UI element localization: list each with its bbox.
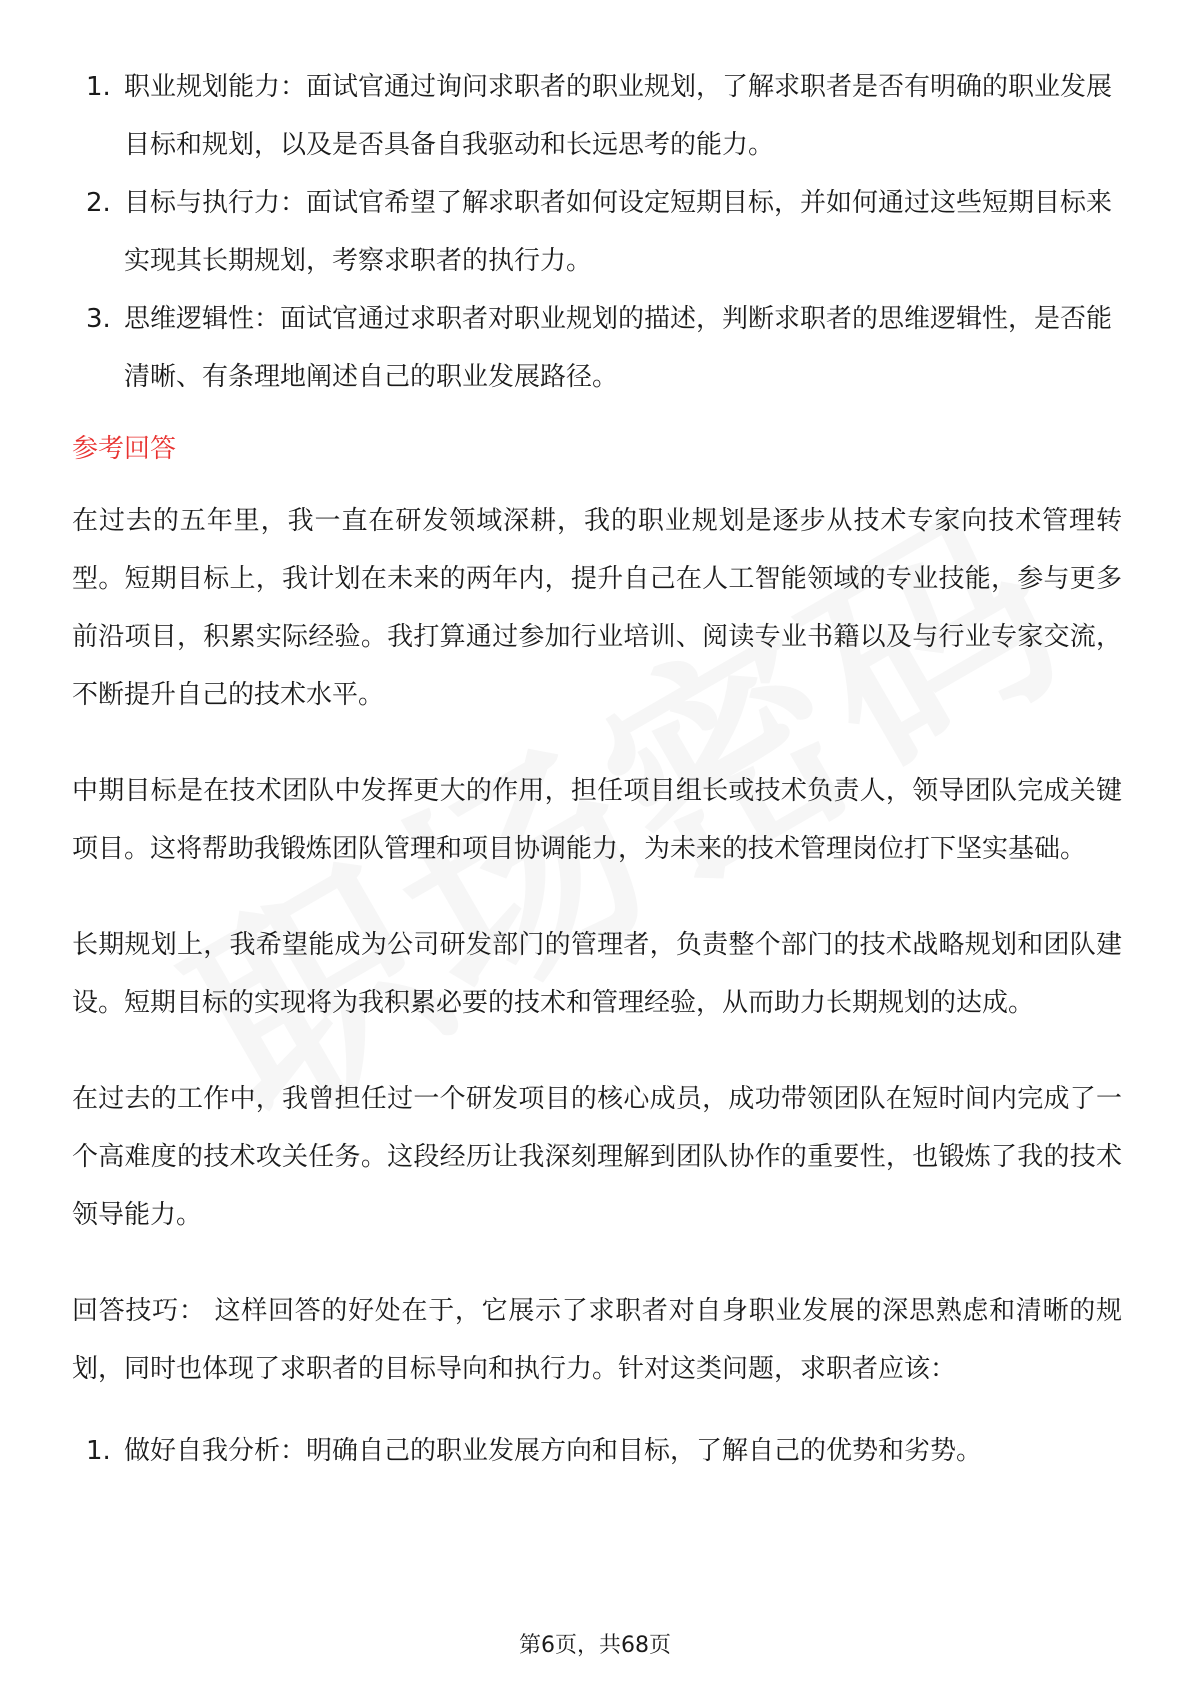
list-number: 1.: [86, 72, 111, 102]
paragraph: 回答技巧： 这样回答的好处在于，它展示了求职者对自身职业发展的深思熟虑和清晰的规划，同时也体现了求职者的目标导向和执行力。针对这类问题，求职者应该：: [72, 1296, 1122, 1384]
list-number: 1.: [86, 1436, 111, 1466]
paragraph: 在过去的五年里，我一直在研发领域深耕，我的职业规划是逐步从技术专家向技术管理转型。短期目标上，我计划在未来的两年内，提升自己在人工智能领域的专业技能，参与更多前沿项目，积累实际经验。我打算通过参加行业培训、阅读专业书籍以及与行业专家交流，不断提升自己的技术水平。: [72, 506, 1122, 710]
list-item: [72, 290, 1122, 406]
list-item: [72, 58, 1122, 174]
intro-list: [72, 58, 1122, 406]
list-text: 目标与执行力：面试官希望了解求职者如何设定短期目标，并如何通过这些短期目标来实现其长期规划，考察求职者的执行力。: [124, 188, 1113, 276]
list-text: 思维逻辑性：面试官通过求职者对职业规划的描述，判断求职者的思维逻辑性，是否能清晰、有条理地阐述自己的职业发展路径。: [124, 304, 1113, 392]
list-number: 2.: [86, 188, 111, 218]
section-title: 参考回答: [72, 434, 177, 464]
list-number: 3.: [86, 304, 111, 334]
list-text: 职业规划能力：面试官通过询问求职者的职业规划，了解求职者是否有明确的职业发展目标和规划，以及是否具备自我驱动和长远思考的能力。: [124, 72, 1113, 160]
list-text: 做好自我分析：明确自己的职业发展方向和目标，了解自己的优势和劣势。: [124, 1436, 983, 1466]
list-item: [72, 174, 1122, 290]
page-footer: 第6页，共68页: [519, 1633, 671, 1658]
paragraph: 在过去的工作中，我曾担任过一个研发项目的核心成员，成功带领团队在短时间内完成了一个高难度的技术攻关任务。这段经历让我深刻理解到团队协作的重要性，也锻炼了我的技术领导能力。: [72, 1084, 1122, 1230]
paragraph: 长期规划上，我希望能成为公司研发部门的管理者，负责整个部门的技术战略规划和团队建设。短期目标的实现将为我积累必要的技术和管理经验，从而助力长期规划的达成。: [72, 930, 1122, 1018]
paragraph: 中期目标是在技术团队中发挥更大的作用，担任项目组长或技术负责人，领导团队完成关键项目。这将帮助我锻炼团队管理和项目协调能力，为未来的技术管理岗位打下坚实基础。: [72, 776, 1122, 864]
page-content: [72, 58, 1122, 1480]
tips-list: [72, 1422, 1122, 1480]
list-item: [72, 1422, 1122, 1480]
